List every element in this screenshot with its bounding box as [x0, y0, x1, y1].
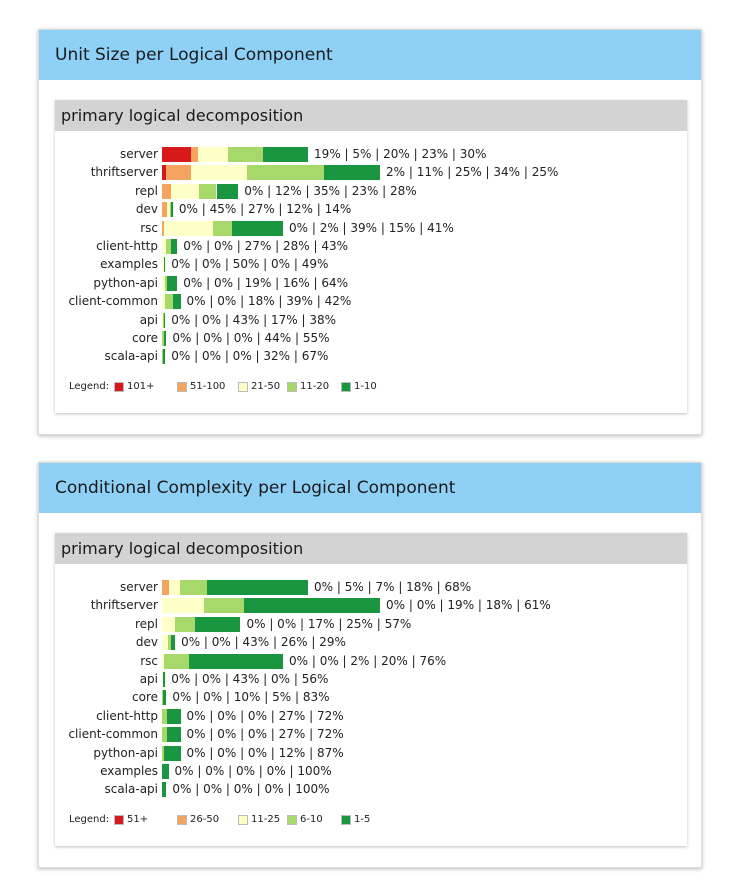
row-label: client-http — [96, 239, 158, 253]
chart-row-core — [55, 329, 687, 347]
bar-segment-11-25 — [169, 580, 179, 595]
row-percentages: 0% | 0% | 50% | 0% | 49% — [171, 257, 329, 272]
row-percentages: 0% | 0% | 0% | 27% | 72% — [186, 727, 344, 742]
unit-size-card — [38, 29, 702, 435]
stacked-bar — [162, 764, 169, 779]
chart-row-core — [55, 688, 687, 706]
row-label: python-api — [93, 745, 158, 760]
bar-segment-1-10 — [263, 147, 308, 162]
decomposition-panel — [55, 100, 687, 413]
bar-segment-1-5 — [189, 654, 283, 669]
row-label: core — [132, 690, 158, 705]
panel-header — [55, 100, 687, 131]
stacked-bar — [162, 635, 175, 650]
chart-row-repl — [55, 182, 687, 200]
stacked-bar — [162, 746, 181, 761]
legend-swatch — [341, 382, 351, 392]
decomposition-panel — [55, 533, 687, 846]
bar-segment-6-10 — [164, 654, 189, 669]
row-percentages: 0% | 0% | 43% | 0% | 56% — [171, 672, 329, 686]
chart-row-thriftserver — [55, 163, 687, 181]
bar-segment-11-20 — [213, 221, 232, 236]
chart-row-thriftserver — [55, 596, 687, 614]
chart-row-examples — [55, 255, 687, 273]
bar-segment-11-20 — [228, 147, 263, 162]
bar-segment-51-100 — [166, 165, 191, 180]
bar-segment-1-5 — [163, 672, 165, 687]
card-header — [39, 30, 701, 80]
stacked-bar — [162, 202, 173, 217]
panel-title: primary logical decomposition — [61, 539, 304, 558]
chart-row-client-http — [55, 237, 687, 255]
chart-row-scala-api — [55, 347, 687, 365]
chart-row-server — [55, 145, 687, 163]
bar-segment-1-5 — [167, 709, 180, 724]
stacked-bar — [162, 672, 165, 687]
panel-header — [55, 533, 687, 564]
stacked-bar — [162, 709, 181, 724]
stacked-bar — [162, 221, 283, 236]
row-label: client-common — [68, 294, 158, 309]
row-label: client-common — [68, 727, 158, 742]
legend-label: 1-10 — [354, 381, 377, 392]
bar-segment-51-100 — [191, 147, 199, 162]
row-label: repl — [134, 183, 158, 198]
bar-segment-21-50 — [164, 221, 213, 236]
bar-segment-21-50 — [171, 184, 198, 199]
row-label: examples — [100, 257, 158, 272]
bar-segment-1-5 — [244, 598, 380, 613]
bar-segment-26-50 — [162, 580, 169, 595]
bar-segment-11-25 — [162, 617, 175, 632]
row-percentages: 0% | 0% | 27% | 28% | 43% — [183, 239, 349, 253]
row-percentages: 0% | 0% | 19% | 18% | 61% — [386, 598, 551, 613]
row-percentages: 19% | 5% | 20% | 23% | 30% — [314, 147, 487, 161]
row-percentages: 0% | 0% | 0% | 0% | 100% — [172, 782, 330, 797]
bar-segment-1-5 — [167, 727, 180, 742]
bar-segment-101+ — [162, 147, 191, 162]
stacked-bar — [162, 782, 166, 797]
bar-segment-21-50 — [191, 165, 247, 180]
legend-swatch — [341, 815, 351, 825]
stacked-bar — [162, 598, 380, 613]
legend-swatch — [177, 815, 187, 825]
bar-segment-1-5 — [195, 617, 240, 632]
chart-row-api — [55, 670, 687, 688]
row-percentages: 0% | 12% | 35% | 23% | 28% — [244, 183, 417, 198]
legend-swatch — [287, 382, 297, 392]
row-label: thriftserver — [90, 598, 158, 613]
bar-segment-6-10 — [180, 580, 207, 595]
legend-label: 51-100 — [190, 381, 226, 392]
chart-row-repl — [55, 615, 687, 633]
bar-segment-11-20 — [247, 165, 323, 180]
row-label: examples — [100, 764, 158, 778]
row-label: python-api — [93, 275, 158, 290]
bar-segment-1-10 — [164, 331, 166, 346]
legend-label: 26-50 — [190, 814, 220, 825]
stacked-bar — [162, 276, 177, 291]
bar-segment-1-10 — [171, 239, 178, 254]
legend-swatch — [238, 382, 248, 392]
chart-row-examples — [55, 762, 687, 780]
bar-segment-1-10 — [324, 165, 380, 180]
row-percentages: 0% | 0% | 0% | 27% | 72% — [186, 708, 344, 723]
legend-label: 11-20 — [300, 381, 330, 392]
chart-row-dev — [55, 633, 687, 651]
legend-title: Legend: — [69, 814, 110, 825]
bar-segment-1-5 — [164, 746, 180, 761]
row-percentages: 2% | 11% | 25% | 34% | 25% — [386, 165, 559, 180]
legend-title: Legend: — [69, 381, 110, 392]
legend-swatch — [287, 815, 297, 825]
legend-swatch — [177, 382, 187, 392]
row-label: client-http — [96, 708, 158, 723]
bar-segment-11-25 — [162, 598, 204, 613]
bar-segment-11-20 — [165, 294, 172, 309]
row-label: dev — [135, 202, 158, 217]
bar-segment-1-10 — [164, 313, 165, 328]
bar-segment-6-10 — [204, 598, 244, 613]
bar-segment-21-50 — [198, 147, 228, 162]
legend-swatch — [114, 815, 124, 825]
stacked-bar — [162, 184, 238, 199]
row-label: scala-api — [104, 782, 158, 797]
stacked-bar — [162, 257, 165, 272]
chart-row-client-common — [55, 725, 687, 743]
chart-row-rsc — [55, 652, 687, 670]
conditional-complexity-card — [38, 462, 702, 868]
row-label: core — [132, 331, 158, 345]
bar-segment-1-10 — [171, 202, 173, 217]
stacked-bar — [162, 349, 165, 364]
bar-segment-1-10 — [164, 257, 166, 272]
chart-row-scala-api — [55, 780, 687, 798]
legend-label: 101+ — [127, 381, 155, 392]
row-label: api — [139, 672, 158, 686]
chart-row-python-api — [55, 274, 687, 292]
row-label: thriftserver — [90, 165, 158, 180]
bar-segment-1-5 — [163, 690, 167, 705]
stacked-bar — [162, 617, 240, 632]
row-label: repl — [134, 616, 158, 631]
bar-segment-1-5 — [207, 580, 308, 595]
card-title: Unit Size per Logical Component — [55, 45, 333, 65]
stacked-bar — [162, 727, 181, 742]
row-percentages: 0% | 0% | 43% | 17% | 38% — [171, 312, 337, 327]
row-percentages: 0% | 0% | 0% | 44% | 55% — [172, 331, 330, 345]
row-label: api — [139, 312, 158, 327]
chart-row-rsc — [55, 219, 687, 237]
chart-row-server — [55, 578, 687, 596]
legend-swatch — [114, 382, 124, 392]
row-percentages: 0% | 0% | 0% | 12% | 87% — [186, 745, 344, 760]
chart-row-api — [55, 311, 687, 329]
bar-segment-1-5 — [171, 635, 175, 650]
row-percentages: 0% | 0% | 43% | 26% | 29% — [181, 635, 346, 650]
card-title: Conditional Complexity per Logical Component — [55, 478, 456, 498]
row-percentages: 0% | 0% | 18% | 39% | 42% — [186, 294, 352, 309]
chart-row-dev — [55, 200, 687, 218]
legend-label: 1-5 — [354, 814, 371, 825]
stacked-bar — [162, 313, 165, 328]
row-percentages: 0% | 0% | 2% | 20% | 76% — [288, 653, 447, 668]
chart-row-python-api — [55, 744, 687, 762]
row-label: server — [120, 580, 158, 594]
row-percentages: 0% | 0% | 0% | 0% | 100% — [174, 764, 332, 778]
card-header — [39, 463, 701, 513]
row-label: server — [120, 147, 158, 161]
stacked-bar — [162, 147, 308, 162]
row-percentages: 0% | 0% | 0% | 32% | 67% — [171, 349, 329, 364]
bar-segment-11-20 — [199, 184, 217, 199]
bar-segment-1-10 — [217, 184, 239, 199]
legend-label: 51+ — [127, 814, 149, 825]
row-label: dev — [135, 635, 158, 650]
stacked-bar — [162, 331, 166, 346]
legend-swatch — [238, 815, 248, 825]
bar-segment-1-10 — [163, 349, 165, 364]
legend-label: 6-10 — [300, 814, 323, 825]
stacked-bar — [162, 239, 177, 254]
chart-row-client-http — [55, 707, 687, 725]
row-percentages: 0% | 5% | 7% | 18% | 68% — [314, 580, 472, 594]
row-label: rsc — [140, 220, 158, 235]
bar-segment-1-5 — [162, 782, 166, 797]
stacked-bar — [162, 654, 283, 669]
chart-row-client-common — [55, 292, 687, 310]
bar-segment-1-10 — [167, 276, 177, 291]
row-percentages: 0% | 2% | 39% | 15% | 41% — [288, 220, 454, 235]
bar-segment-6-10 — [175, 617, 195, 632]
legend-label: 11-25 — [251, 814, 281, 825]
row-percentages: 0% | 0% | 17% | 25% | 57% — [246, 616, 412, 631]
bar-segment-1-10 — [232, 221, 283, 236]
panel-title: primary logical decomposition — [61, 106, 304, 125]
stacked-bar — [162, 165, 380, 180]
row-label: scala-api — [104, 349, 158, 364]
row-percentages: 0% | 45% | 27% | 12% | 14% — [178, 202, 352, 217]
stacked-bar — [162, 690, 166, 705]
bar-segment-1-5 — [162, 764, 169, 779]
row-percentages: 0% | 0% | 19% | 16% | 64% — [183, 275, 349, 290]
row-percentages: 0% | 0% | 10% | 5% | 83% — [172, 690, 330, 705]
stacked-bar — [162, 580, 308, 595]
stacked-bar — [162, 294, 181, 309]
bar-segment-51-100 — [162, 184, 171, 199]
bar-segment-1-10 — [173, 294, 181, 309]
legend-label: 21-50 — [251, 381, 281, 392]
row-label: rsc — [140, 653, 158, 668]
